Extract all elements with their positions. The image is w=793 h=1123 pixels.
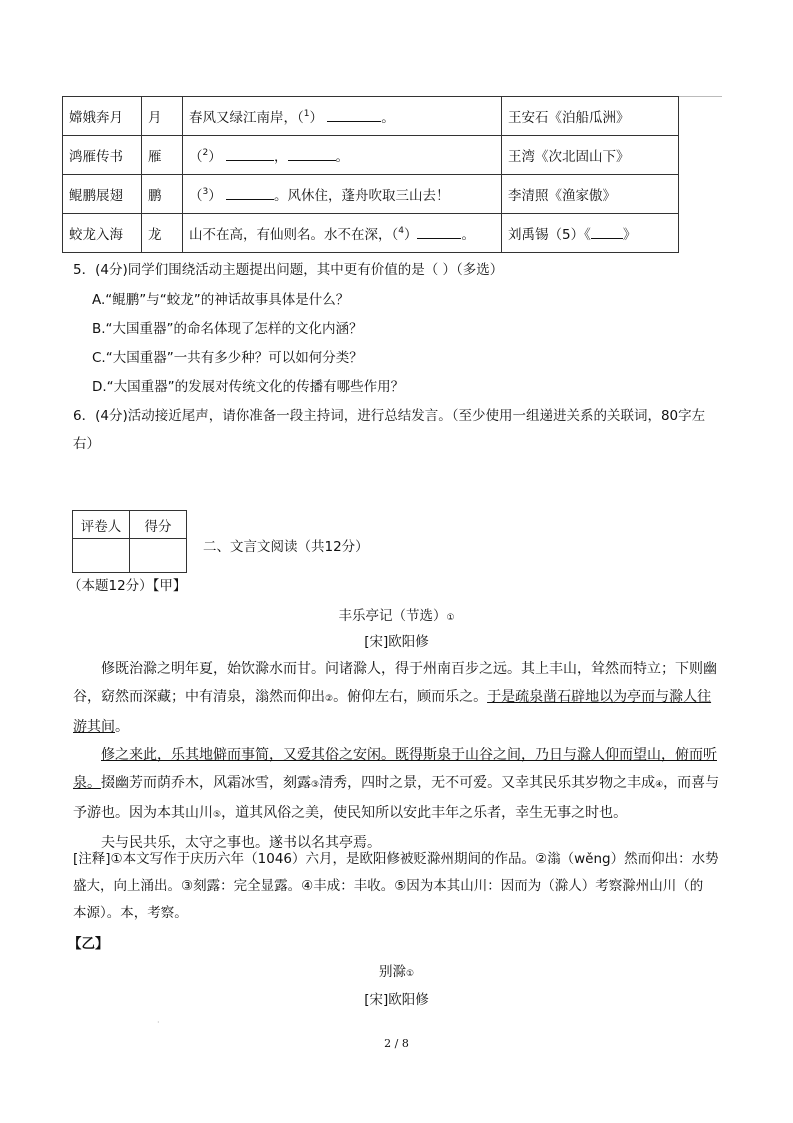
text-a-paragraph-1: 修既治滁之明年夏，始饮滁水而甘。问诸滁人，得于州南百步之远。其上丰山，耸然而特立；下则幽谷，窈然而深藏；中有清泉，滃然而仰出②。俯仰左右，顾而乐之。于是疏泉凿石辟地以为亭而与滁人往游其间。 [73, 661, 717, 735]
answer-blank-2a[interactable] [226, 148, 274, 161]
text-b-title: 别滁① [378, 964, 415, 980]
stray-mark: · [157, 1018, 160, 1027]
verse-cell: （$^2$） ， 。 [183, 136, 502, 175]
myth-cell: 鸿雁传书 [63, 136, 142, 175]
option-c[interactable]: C.“大国重器”一共有多少种？可以如何分类？ [92, 350, 363, 366]
text-a-paragraph-3: 夫与民共乐，太守之事也。遂书以名其亭焉。 [101, 835, 381, 851]
page-number: 2 / 8 [384, 1037, 409, 1050]
source-cell: 王安石《泊船瓜洲》 [502, 97, 679, 136]
answer-blank-4[interactable] [417, 226, 461, 239]
underlined-sentence-1: 于是疏泉凿石辟地以为亭而与滁人往游其间 [73, 689, 712, 735]
question-5-stem: 5．(4分)同学们围绕活动主题提出问题，其中更有价值的是（ ）（多选） [73, 262, 504, 278]
grader-label: 评卷人 [73, 511, 130, 539]
table-row [63, 175, 679, 214]
option-b[interactable]: B.“大国重器”的命名体现了怎样的文化内涵？ [92, 321, 363, 337]
char-cell: 雁 [142, 136, 183, 175]
question-6-line-1: 6．(4分)活动接近尾声，请你准备一段主持词，进行总结发言。（至少使用一组递进关系的关联词，80字左 [73, 408, 706, 424]
section-intro: （本题12分）【甲】 [68, 578, 187, 594]
poem-table [62, 96, 679, 253]
underlined-sentence-2: 修之来此，乐其地僻而事简，又爱其俗之安闲。既得斯泉于山谷之间，乃日与滁人仰而望山，俯而听泉。 [73, 747, 717, 791]
table-row [63, 214, 679, 253]
source-cell: 李清照《渔家傲》 [502, 175, 679, 214]
score-label: 得分 [130, 511, 187, 539]
text-b-label: 【乙】 [68, 936, 109, 952]
answer-blank-1[interactable] [327, 109, 381, 122]
grader-input[interactable] [73, 539, 130, 573]
text-b-author: [宋]欧阳修 [364, 992, 429, 1008]
answer-blank-3[interactable] [226, 187, 274, 200]
answer-blank-5[interactable] [591, 226, 623, 239]
option-a[interactable]: A.“鲲鹏”与“蛟龙”的神话故事具体是什么？ [92, 292, 350, 308]
source-cell: 王湾《次北固山下》 [502, 136, 679, 175]
text-a-body [73, 655, 725, 857]
char-cell: 龙 [142, 214, 183, 253]
myth-cell: 嫦娥奔月 [63, 97, 142, 136]
char-cell: 月 [142, 97, 183, 136]
verse-cell: 山不在高，有仙则名。水不在深，（$^4$） 。 [183, 214, 502, 253]
score-input[interactable] [130, 539, 187, 573]
table-row [63, 97, 679, 136]
text-a-author: [宋]欧阳修 [364, 634, 429, 650]
verse-cell: （$^3$） 。风休住，蓬舟吹取三山去！ [183, 175, 502, 214]
char-cell: 鹏 [142, 175, 183, 214]
verse-cell: 春风又绿江南岸，（$^1$） 。 [183, 97, 502, 136]
score-table [72, 510, 187, 573]
table-row [63, 136, 679, 175]
option-d[interactable]: D.“大国重器”的发展对传统文化的传播有哪些作用？ [92, 379, 405, 395]
myth-cell: 蛟龙入海 [63, 214, 142, 253]
question-6-line-2: 右） [73, 436, 100, 452]
annotation: [注释]①本文写作于庆历六年（1046）六月，是欧阳修被贬滁州期间的作品。②滃（wěng）然而仰出：水势 盛大，向上涌出。③刻露：完全显露。④丰成：丰收。⑤因为本其山川：因而为（滁人）考察滁州山川（的 本源）。本，考察。 [73, 851, 719, 921]
text-a-title: 丰乐亭记（节选）① [338, 608, 455, 624]
text-a-paragraph-2: 修之来此，乐其地僻而事简，又爱其俗之安闲。既得斯泉于山谷之间，乃日与滁人仰而望山，俯而听泉。掇幽芳而荫乔木，风霜冰雪，刻露③清秀，四时之景，无不可爱。又幸其民乐其岁物之丰成④，而喜与予游也。因为本其山川⑤，道其风俗之美，使民知所以安此丰年之乐者，幸生无事之时也。 [73, 747, 720, 821]
answer-blank-2b[interactable] [288, 148, 336, 161]
source-cell: 刘禹锡（5）《 》 [502, 214, 679, 253]
section-title: 二、文言文阅读（共12分） [203, 539, 369, 555]
myth-cell: 鲲鹏展翅 [63, 175, 142, 214]
